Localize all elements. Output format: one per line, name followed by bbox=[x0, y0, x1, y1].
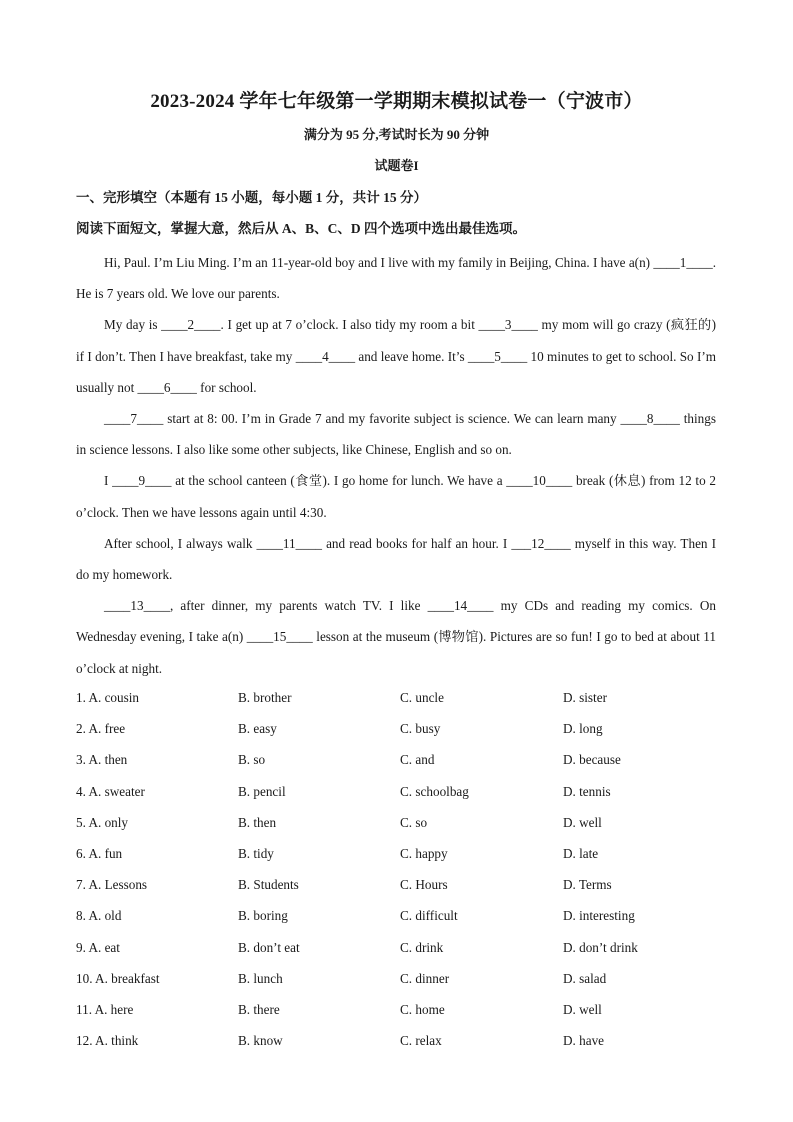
option-c: C. Hours bbox=[400, 877, 448, 893]
exam-subtitle: 满分为 95 分,考试时长为 90 分钟 bbox=[303, 127, 490, 142]
option-b: B. so bbox=[238, 752, 266, 768]
question-options-row bbox=[76, 869, 736, 900]
option-a: 3. A. then bbox=[76, 752, 128, 768]
option-c: C. relax bbox=[400, 1033, 442, 1049]
option-c: C. busy bbox=[400, 721, 441, 737]
option-b: B. there bbox=[238, 1001, 280, 1017]
option-a: 5. A. only bbox=[76, 814, 129, 830]
passage-paragraph: ____13____, after dinner, my parents watch TV. I like ____14____ my CDs and reading my comics. On Wednesday evening, I take a(n) ____15____ lesson at the museum (博物馆). Pictures are so fun! I go to bed at about 11 o’clock at night. bbox=[76, 598, 716, 676]
option-b: B. know bbox=[238, 1033, 283, 1049]
option-b: B. boring bbox=[238, 908, 288, 924]
passage-paragraph: My day is ____2____. I get up at 7 o’clock. I also tidy my room a bit ____3____ my mom will go crazy (疯狂的) if I don’t. Then I have breakfast, take my ____4____ and leave home. It’s ____5____ 10 minutes to get to school. So I’m usually not ____6____ for school. bbox=[76, 317, 716, 395]
option-c: C. drink bbox=[400, 939, 444, 955]
option-c: C. so bbox=[400, 814, 428, 830]
option-d: D. interesting bbox=[563, 908, 635, 924]
question-options-row bbox=[76, 776, 736, 807]
option-a: 10. A. breakfast bbox=[76, 970, 160, 986]
option-c: C. difficult bbox=[400, 908, 458, 924]
reading-passage bbox=[76, 247, 716, 684]
passage-paragraph: Hi, Paul. I’m Liu Ming. I’m an 11-year-old boy and I live with my family in Beijing, China. I have a(n) ____1____. He is 7 years old. We love our parents. bbox=[76, 255, 716, 302]
section-instruction: 阅读下面短文，掌握大意，然后从 A、B、C、D 四个选项中选出最佳选项。 bbox=[76, 221, 527, 236]
option-a: 1. A. cousin bbox=[76, 690, 140, 705]
option-c: C. schoolbag bbox=[400, 783, 469, 799]
question-options-row bbox=[76, 900, 736, 931]
passage-paragraph: I ____9____ at the school canteen (食堂). I go home for lunch. We have a ____10____ break (休息) from 12 to 2 o’clock. Then we have lessons again until 4:30. bbox=[76, 473, 716, 520]
option-a: 7. A. Lessons bbox=[76, 877, 148, 893]
option-a: 9. A. eat bbox=[76, 939, 120, 955]
question-options-row bbox=[76, 838, 736, 869]
answer-options bbox=[76, 682, 736, 1056]
option-b: B. tidy bbox=[238, 845, 274, 861]
question-options-row bbox=[76, 1025, 736, 1056]
option-b: B. don’t eat bbox=[238, 939, 300, 955]
option-d: D. have bbox=[563, 1033, 605, 1049]
paper-label: 试题卷I bbox=[374, 158, 419, 173]
option-d: D. salad bbox=[563, 970, 607, 986]
question-options-row bbox=[76, 682, 736, 713]
option-c: C. dinner bbox=[400, 970, 450, 986]
option-b: B. brother bbox=[238, 690, 292, 705]
option-a: 8. A. old bbox=[76, 908, 122, 924]
option-d: D. well bbox=[563, 1001, 602, 1017]
option-a: 11. A. here bbox=[76, 1001, 134, 1017]
section-heading: 一、完形填空（本题有 15 小题，每小题 1 分，共计 15 分） bbox=[76, 190, 427, 205]
option-c: C. happy bbox=[400, 845, 448, 861]
question-options-row bbox=[76, 713, 736, 744]
option-d: D. don’t drink bbox=[563, 939, 638, 955]
option-b: B. Students bbox=[238, 877, 299, 893]
question-options-row bbox=[76, 994, 736, 1025]
option-c: C. uncle bbox=[400, 690, 444, 705]
question-options-row bbox=[76, 744, 736, 775]
question-options-row bbox=[76, 807, 736, 838]
option-d: D. long bbox=[563, 721, 603, 737]
option-c: C. home bbox=[400, 1001, 445, 1017]
option-b: B. easy bbox=[238, 721, 277, 737]
option-a: 2. A. free bbox=[76, 721, 126, 737]
passage-paragraph: After school, I always walk ____11____ and read books for half an hour. I ___12____ myself in this way. Then I do my homework. bbox=[76, 535, 716, 583]
option-a: 12. A. think bbox=[76, 1033, 139, 1049]
option-b: B. lunch bbox=[238, 970, 283, 986]
option-d: D. because bbox=[563, 752, 621, 768]
option-a: 4. A. sweater bbox=[76, 783, 145, 799]
option-d: D. well bbox=[563, 814, 602, 830]
question-options-row bbox=[76, 932, 736, 963]
option-b: B. then bbox=[238, 814, 277, 830]
exam-title: 2023-2024 学年七年级第一学期期末模拟试卷一（宁波市） bbox=[150, 91, 643, 112]
option-c: C. and bbox=[400, 752, 435, 768]
option-d: D. late bbox=[563, 845, 599, 861]
option-d: D. sister bbox=[563, 690, 607, 705]
option-b: B. pencil bbox=[238, 783, 286, 799]
option-d: D. Terms bbox=[563, 877, 612, 893]
question-options-row bbox=[76, 963, 736, 994]
option-a: 6. A. fun bbox=[76, 845, 123, 861]
passage-paragraph: ____7____ start at 8: 00. I’m in Grade 7 and my favorite subject is science. We can learn many ____8____ things in science lessons. I also like some other subjects, like Chinese, English and so on. bbox=[76, 411, 716, 458]
option-d: D. tennis bbox=[563, 783, 611, 799]
